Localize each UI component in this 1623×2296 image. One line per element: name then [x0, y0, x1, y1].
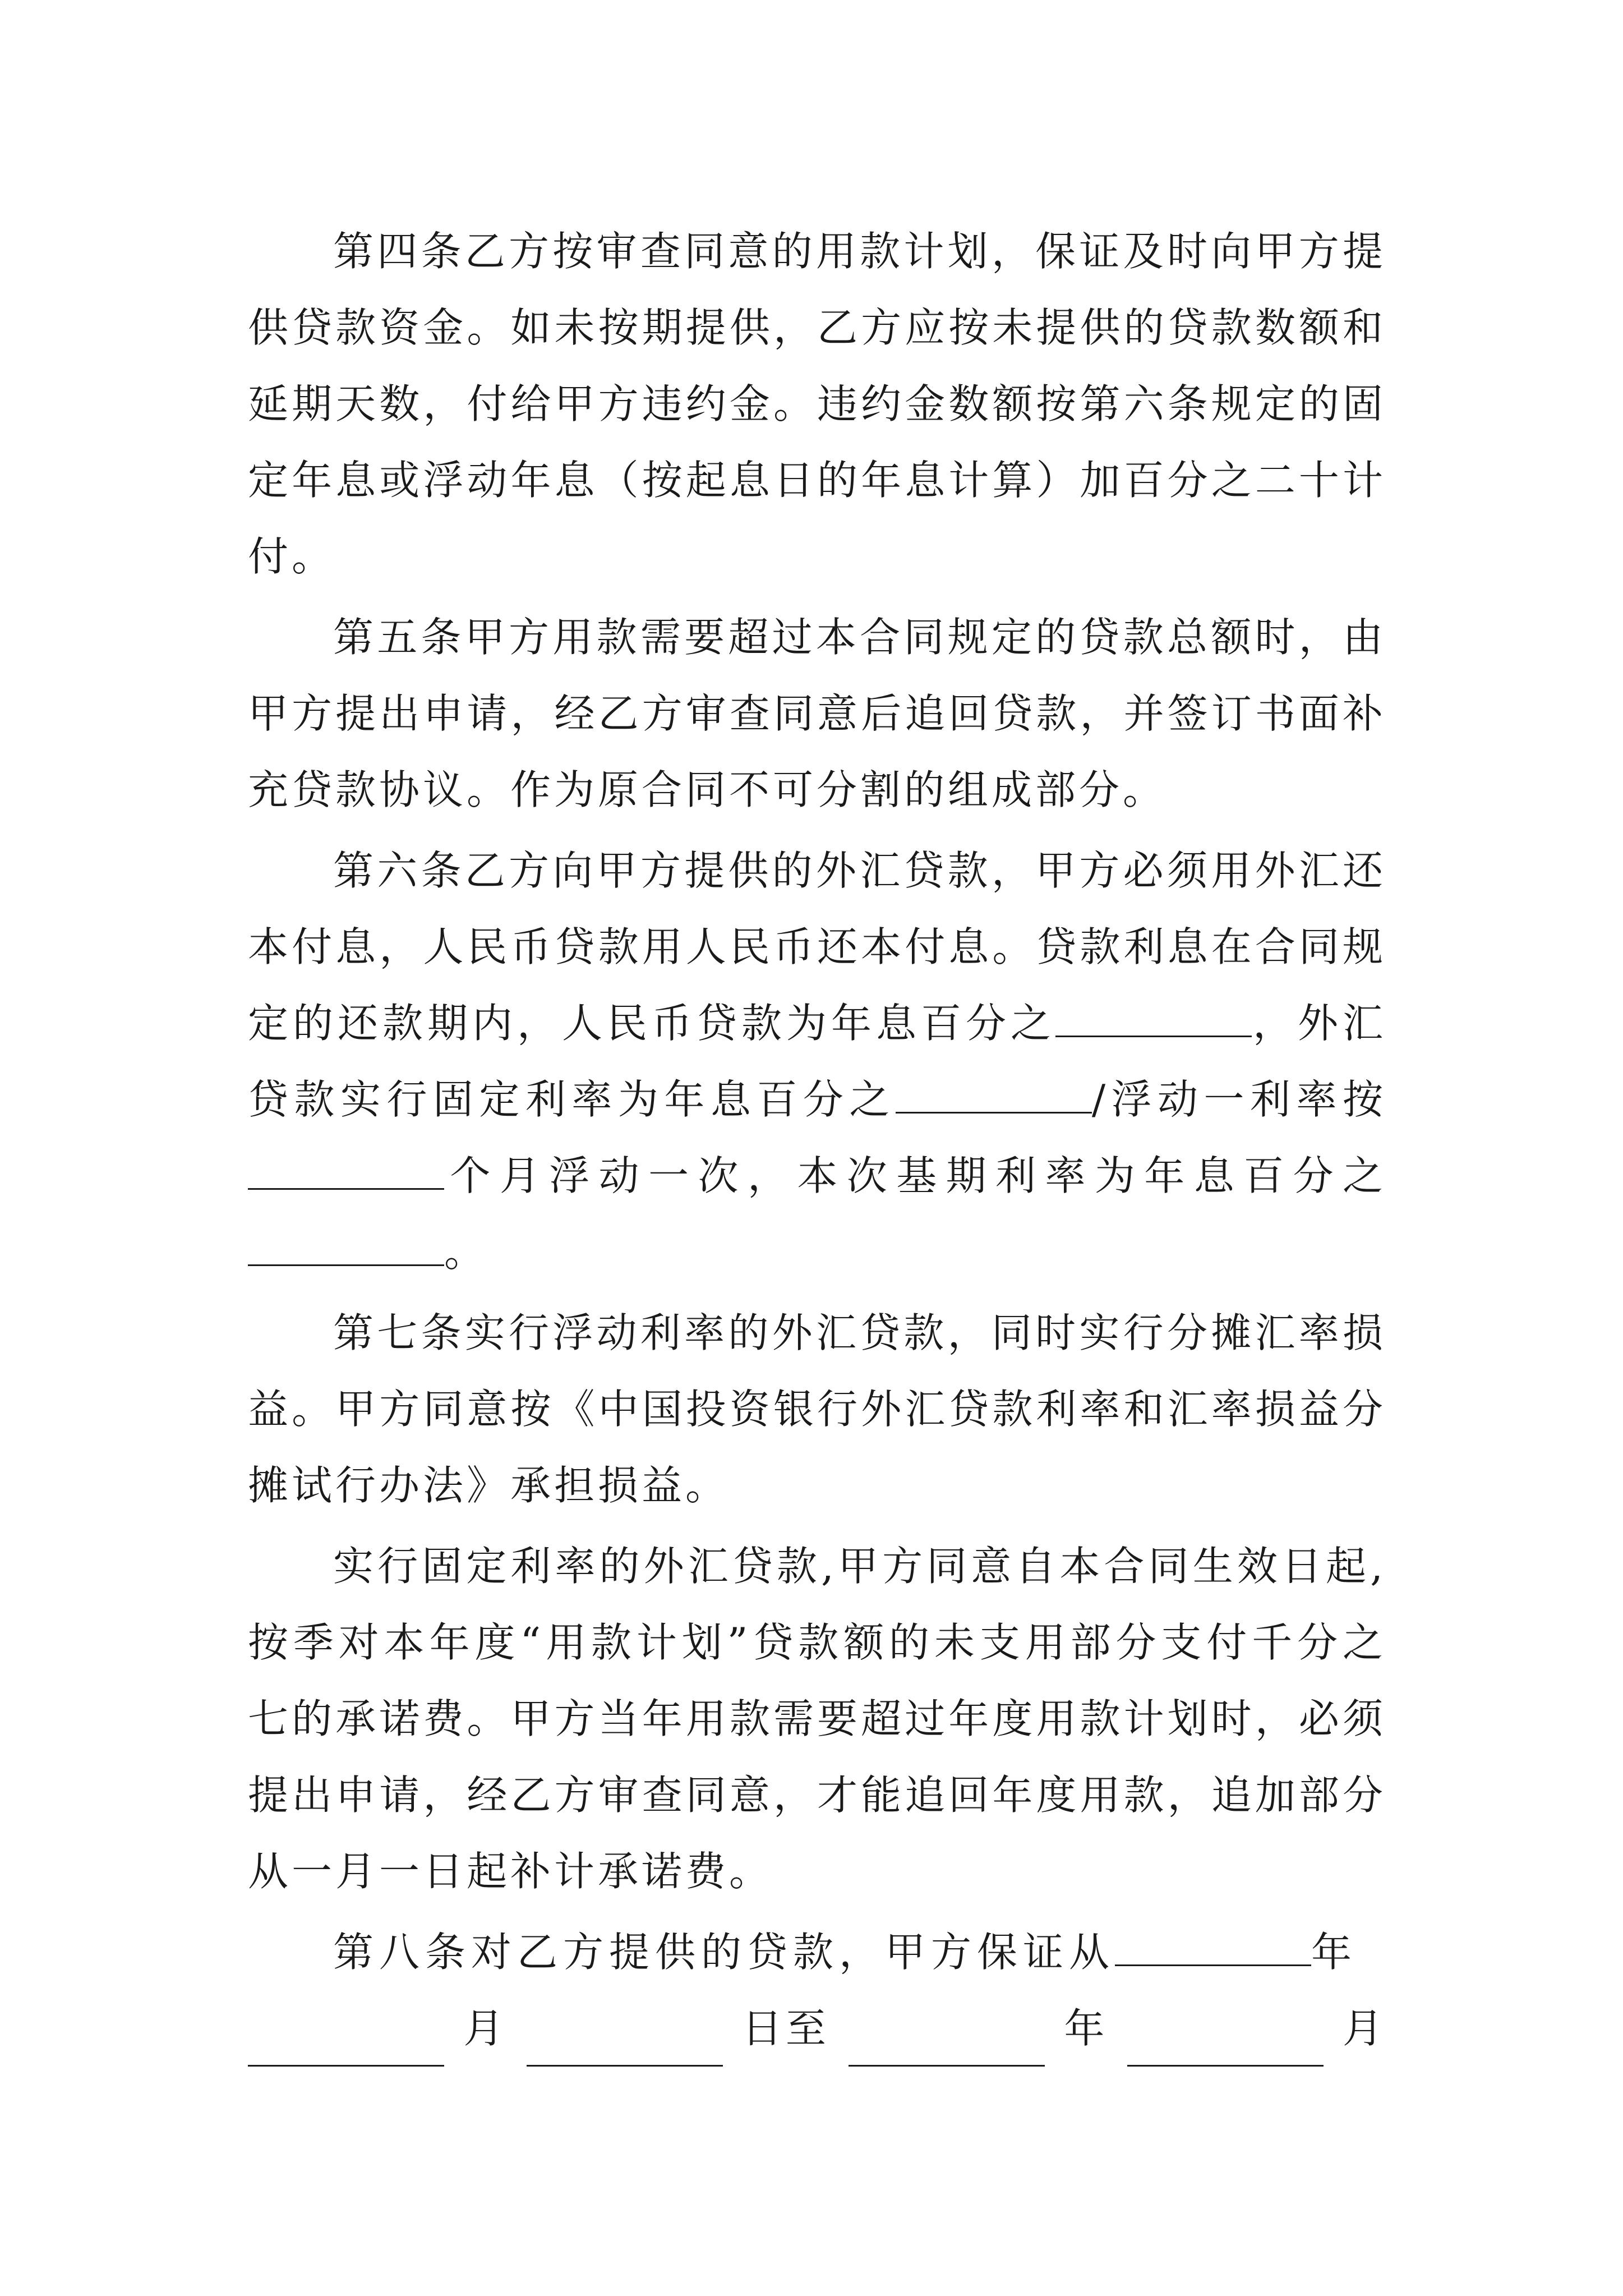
- article-8-line1: [248, 1914, 1386, 1990]
- document-body: [248, 213, 1386, 2067]
- fixed-rate-blank[interactable]: [896, 1074, 1092, 1114]
- article-5-paragraph: [248, 599, 1386, 828]
- article-5-text: 第五条甲方用款需要超过本合同规定的贷款总额时，由甲方提出申请，经乙方审查同意后追回贷款，并签订书面补充贷款协议。作为原合同不可分割的组成部分。: [248, 614, 1386, 813]
- rmb-rate-blank[interactable]: [1055, 997, 1252, 1037]
- article-8-month1-label: 月: [463, 2005, 508, 2052]
- start-month-blank[interactable]: [248, 2027, 444, 2067]
- article-4-text: 第四条乙方按审查同意的用款计划，保证及时向甲方提供贷款资金。如未按期提供，乙方应按未提供的贷款数额和延期天数，付给甲方违约金。违约金数额按第六条规定的固定年息或浮动年息（按起息日的年息计算）加百分之二十计付。: [248, 228, 1386, 580]
- article-6-paragraph: [248, 832, 1386, 1290]
- article-6-text-part1: 第六条乙方向甲方提供的外汇贷款，甲方必须用外汇还本付息，人民币贷款用人民币还本付息。贷款利息在合同规定的还款期内，人民币贷款为年息百分之: [248, 847, 1386, 1047]
- float-months-blank[interactable]: [248, 1150, 444, 1190]
- fixed-rate-text: 实行固定利率的外汇贷款,甲方同意自本合同生效日起,按季对本年度“用款计划”贷款额的未支用部分支付千分之七的承诺费。甲方当年用款需要超过年度用款计划时，必须提出申请，经乙方审查同意，才能追回年度用款，追加部分从一月一日起补计承诺费。: [248, 1543, 1386, 1895]
- base-rate-blank[interactable]: [248, 1226, 444, 1266]
- end-month-blank[interactable]: [1127, 2027, 1324, 2067]
- article-8-year1-label: 年: [1311, 1929, 1358, 1976]
- article-8-lead: 第八条对乙方提供的贷款，甲方保证从: [333, 1929, 1115, 1976]
- article-6-text-part3: /浮动一利率按: [1091, 1076, 1386, 1123]
- end-year-blank[interactable]: [849, 2027, 1045, 2067]
- start-day-blank[interactable]: [527, 2027, 723, 2067]
- article-7-text: 第七条实行浮动利率的外汇贷款，同时实行分摊汇率损益。甲方同意按《中国投资银行外汇贷款利率和汇率损益分摊试行办法》承担损益。: [248, 1309, 1386, 1509]
- start-year-blank[interactable]: [1115, 1926, 1311, 1966]
- article-8-month2-label: 月: [1342, 2005, 1386, 2052]
- article-6-text-part5: 。: [444, 1228, 488, 1276]
- article-8-paragraph: [248, 1914, 1386, 2067]
- article-8-day1-label: 日至: [741, 2005, 829, 2052]
- article-8-line2: [248, 1990, 1386, 2067]
- article-8-year2-label: 年: [1064, 2005, 1108, 2052]
- fixed-rate-paragraph: [248, 1528, 1386, 1910]
- article-6-text-part2: ，外汇贷款实行固定利率为年息百分之: [248, 1000, 1386, 1123]
- article-7-paragraph: [248, 1295, 1386, 1524]
- article-4-paragraph: [248, 213, 1386, 595]
- article-6-text-part4: 个月浮动一次，本次基期利率为年息百分之: [444, 1152, 1386, 1199]
